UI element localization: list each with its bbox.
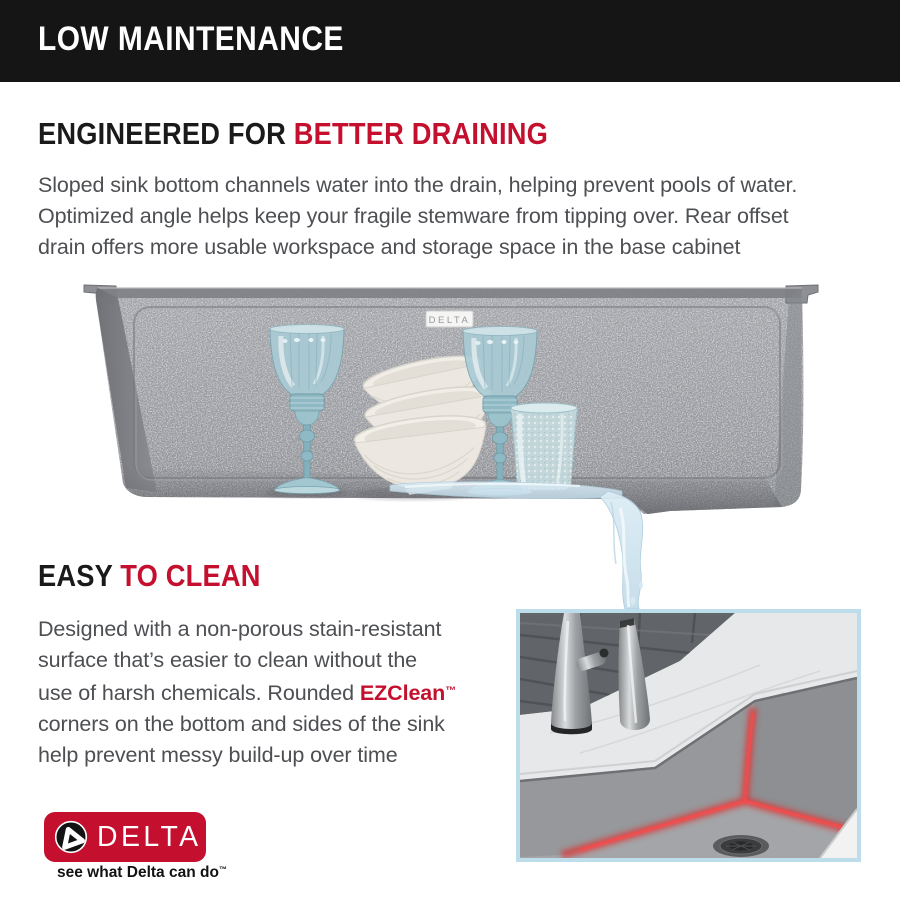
draining-heading-black: ENGINEERED FOR — [38, 116, 294, 151]
delta-triangle-icon — [54, 820, 88, 854]
water-stream — [390, 482, 643, 609]
easy-paragraph — [38, 614, 456, 771]
draining-paragraph — [38, 170, 797, 263]
easy-line-3 — [38, 676, 456, 709]
tumbler-glass — [511, 403, 577, 490]
inset-sink-photo-image — [520, 613, 857, 858]
draining-line-1: Sloped sink bottom channels water into the drain, helping prevent pools of water. — [38, 173, 798, 197]
draining-line-3: drain offers more usable workspace and storage space in the base cabinet — [38, 235, 741, 259]
delta-tagline-text: see what Delta can do — [57, 864, 219, 881]
draining-heading-red: BETTER DRAINING — [293, 116, 549, 151]
easy-line-2: surface that’s easier to clean without the — [38, 648, 418, 672]
ezclean-brand: EZClean — [359, 681, 446, 705]
delta-tagline-tm: ™ — [218, 865, 227, 874]
easy-line-4: corners on the bottom and sides of the sink — [38, 712, 445, 736]
page-title: LOW MAINTENANCE — [38, 20, 344, 58]
svg-text:DELTA: DELTA — [428, 315, 471, 326]
sink-delta-badge — [426, 311, 473, 327]
easy-heading — [38, 558, 261, 594]
delta-logo-wordmark: DELTA — [97, 820, 202, 853]
easy-line-3-text: use of harsh chemicals. Rounded — [38, 681, 360, 705]
drain — [713, 835, 769, 857]
draining-line-2: Optimized angle helps keep your fragile stemware from tipping over. Rear offset — [38, 204, 789, 228]
delta-tagline — [57, 864, 227, 882]
easy-heading-red: TO CLEAN — [120, 558, 261, 593]
delta-logo — [44, 812, 206, 862]
easy-line-1: Designed with a non-porous stain-resistant — [38, 617, 442, 641]
draining-heading — [38, 116, 548, 152]
easy-line-5: help prevent messy build-up over time — [38, 743, 398, 767]
easy-heading-black: EASY — [38, 558, 121, 593]
ezclean-tm: ™ — [445, 685, 457, 697]
inset-sink-photo — [516, 609, 861, 862]
